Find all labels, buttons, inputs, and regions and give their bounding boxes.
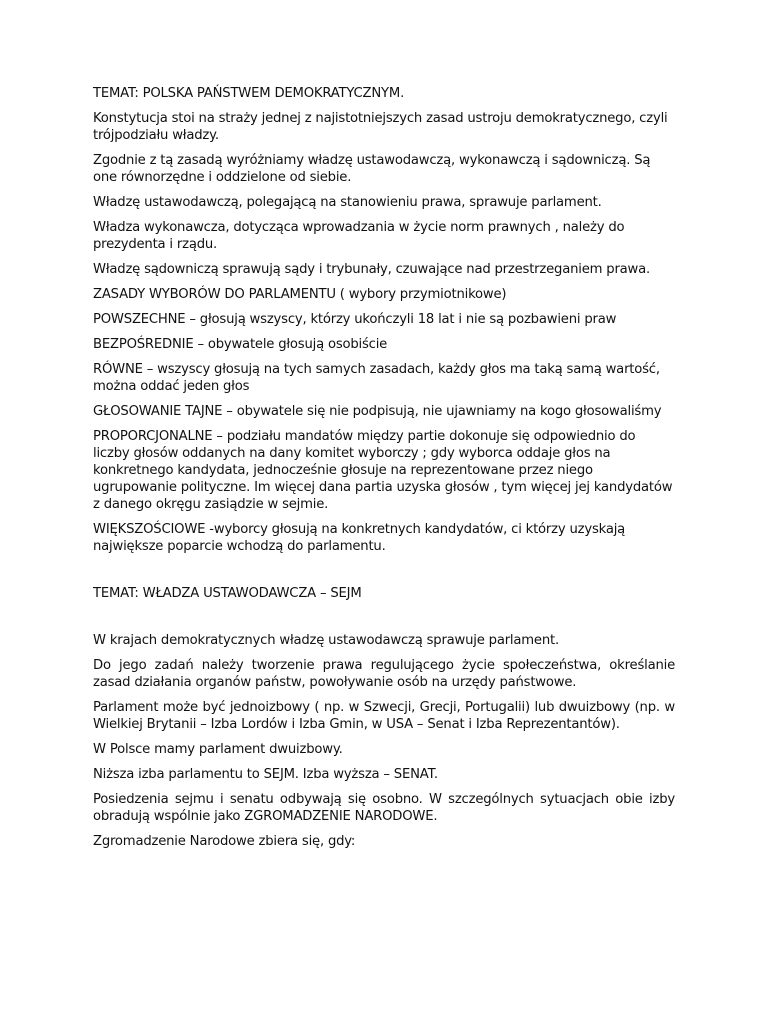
list-item: RÓWNE – wszyscy głosują na tych samych zasadach, każdy głos ma taką samą wartość, można oddać jeden głos	[93, 362, 660, 394]
paragraph: Posiedzenia sejmu i senatu odbywają się osobno. W szczególnych sytuacjach obie izby obradują wspólnie jako ZGROMADZENIE NARODOWE.	[93, 792, 675, 824]
paragraph: Zgromadzenie Narodowe zbiera się, gdy:	[93, 834, 356, 849]
list-item: GŁOSOWANIE TAJNE – obywatele się nie podpisują, nie ujawniamy na kogo głosowaliśmy	[93, 404, 662, 419]
paragraph: Zgodnie z tą zasadą wyróżniamy władzę ustawodawczą, wykonawczą i sądowniczą. Są one równorzędne i oddzielone od siebie.	[93, 153, 651, 185]
document-page	[93, 85, 675, 858]
paragraph: W Polsce mamy parlament dwuizbowy.	[93, 742, 343, 757]
section-title: TEMAT: POLSKA PAŃSTWEM DEMOKRATYCZNYM.	[93, 86, 405, 101]
list-item: PROPORCJONALNE – podziału mandatów między partie dokonuje się odpowiednio do liczby głosów oddanych na dany komitet wyborczy ; gdy wyborca oddaje głos na konkretnego kandydata, jednocześnie głosuje na reprezentowane przez niego ugrupowanie polityczne. Im więcej dana partia uzyska głosów , tym więcej jej kandydatów z danego okręgu zasiądzie w sejmie.	[93, 429, 673, 512]
paragraph: Parlament może być jednoizbowy ( np. w Szwecji, Grecji, Portugalii) lub dwuizbowy (np. w Wielkiej Brytanii – Izba Lordów i Izba Gmin, w USA – Senat i Izba Reprezentantów).	[93, 700, 675, 732]
paragraph: Władza wykonawcza, dotycząca wprowadzania w życie norm prawnych , należy do prezydenta i rządu.	[93, 220, 625, 252]
list-item: BEZPOŚREDNIE – obywatele głosują osobiście	[93, 337, 388, 352]
paragraph: Niższa izba parlamentu to SEJM. Izba wyższa – SENAT.	[93, 767, 438, 782]
paragraph: Władzę ustawodawczą, polegającą na stanowieniu prawa, sprawuje parlament.	[93, 195, 602, 210]
paragraph: W krajach demokratycznych władzę ustawodawczą sprawuje parlament.	[93, 633, 559, 648]
section-title: TEMAT: WŁADZA USTAWODAWCZA – SEJM	[93, 586, 362, 601]
subheading: ZASADY WYBORÓW DO PARLAMENTU ( wybory przymiotnikowe)	[93, 287, 507, 302]
list-item: WIĘKSZOŚCIOWE -wyborcy głosują na konkretnych kandydatów, ci którzy uzyskają największe poparcie wchodzą do parlamentu.	[93, 522, 626, 554]
paragraph: Konstytucja stoi na straży jednej z najistotniejszych zasad ustroju demokratycznego, czyli trójpodziału władzy.	[93, 111, 668, 143]
paragraph: Do jego zadań należy tworzenie prawa regulującego życie społeczeństwa, określanie zasad działania organów państw, powoływanie osób na urzędy państwowe.	[93, 658, 675, 690]
list-item: POWSZECHNE – głosują wszyscy, którzy ukończyli 18 lat i nie są pozbawieni praw	[93, 312, 617, 327]
paragraph: Władzę sądowniczą sprawują sądy i trybunały, czuwające nad przestrzeganiem prawa.	[93, 262, 650, 277]
